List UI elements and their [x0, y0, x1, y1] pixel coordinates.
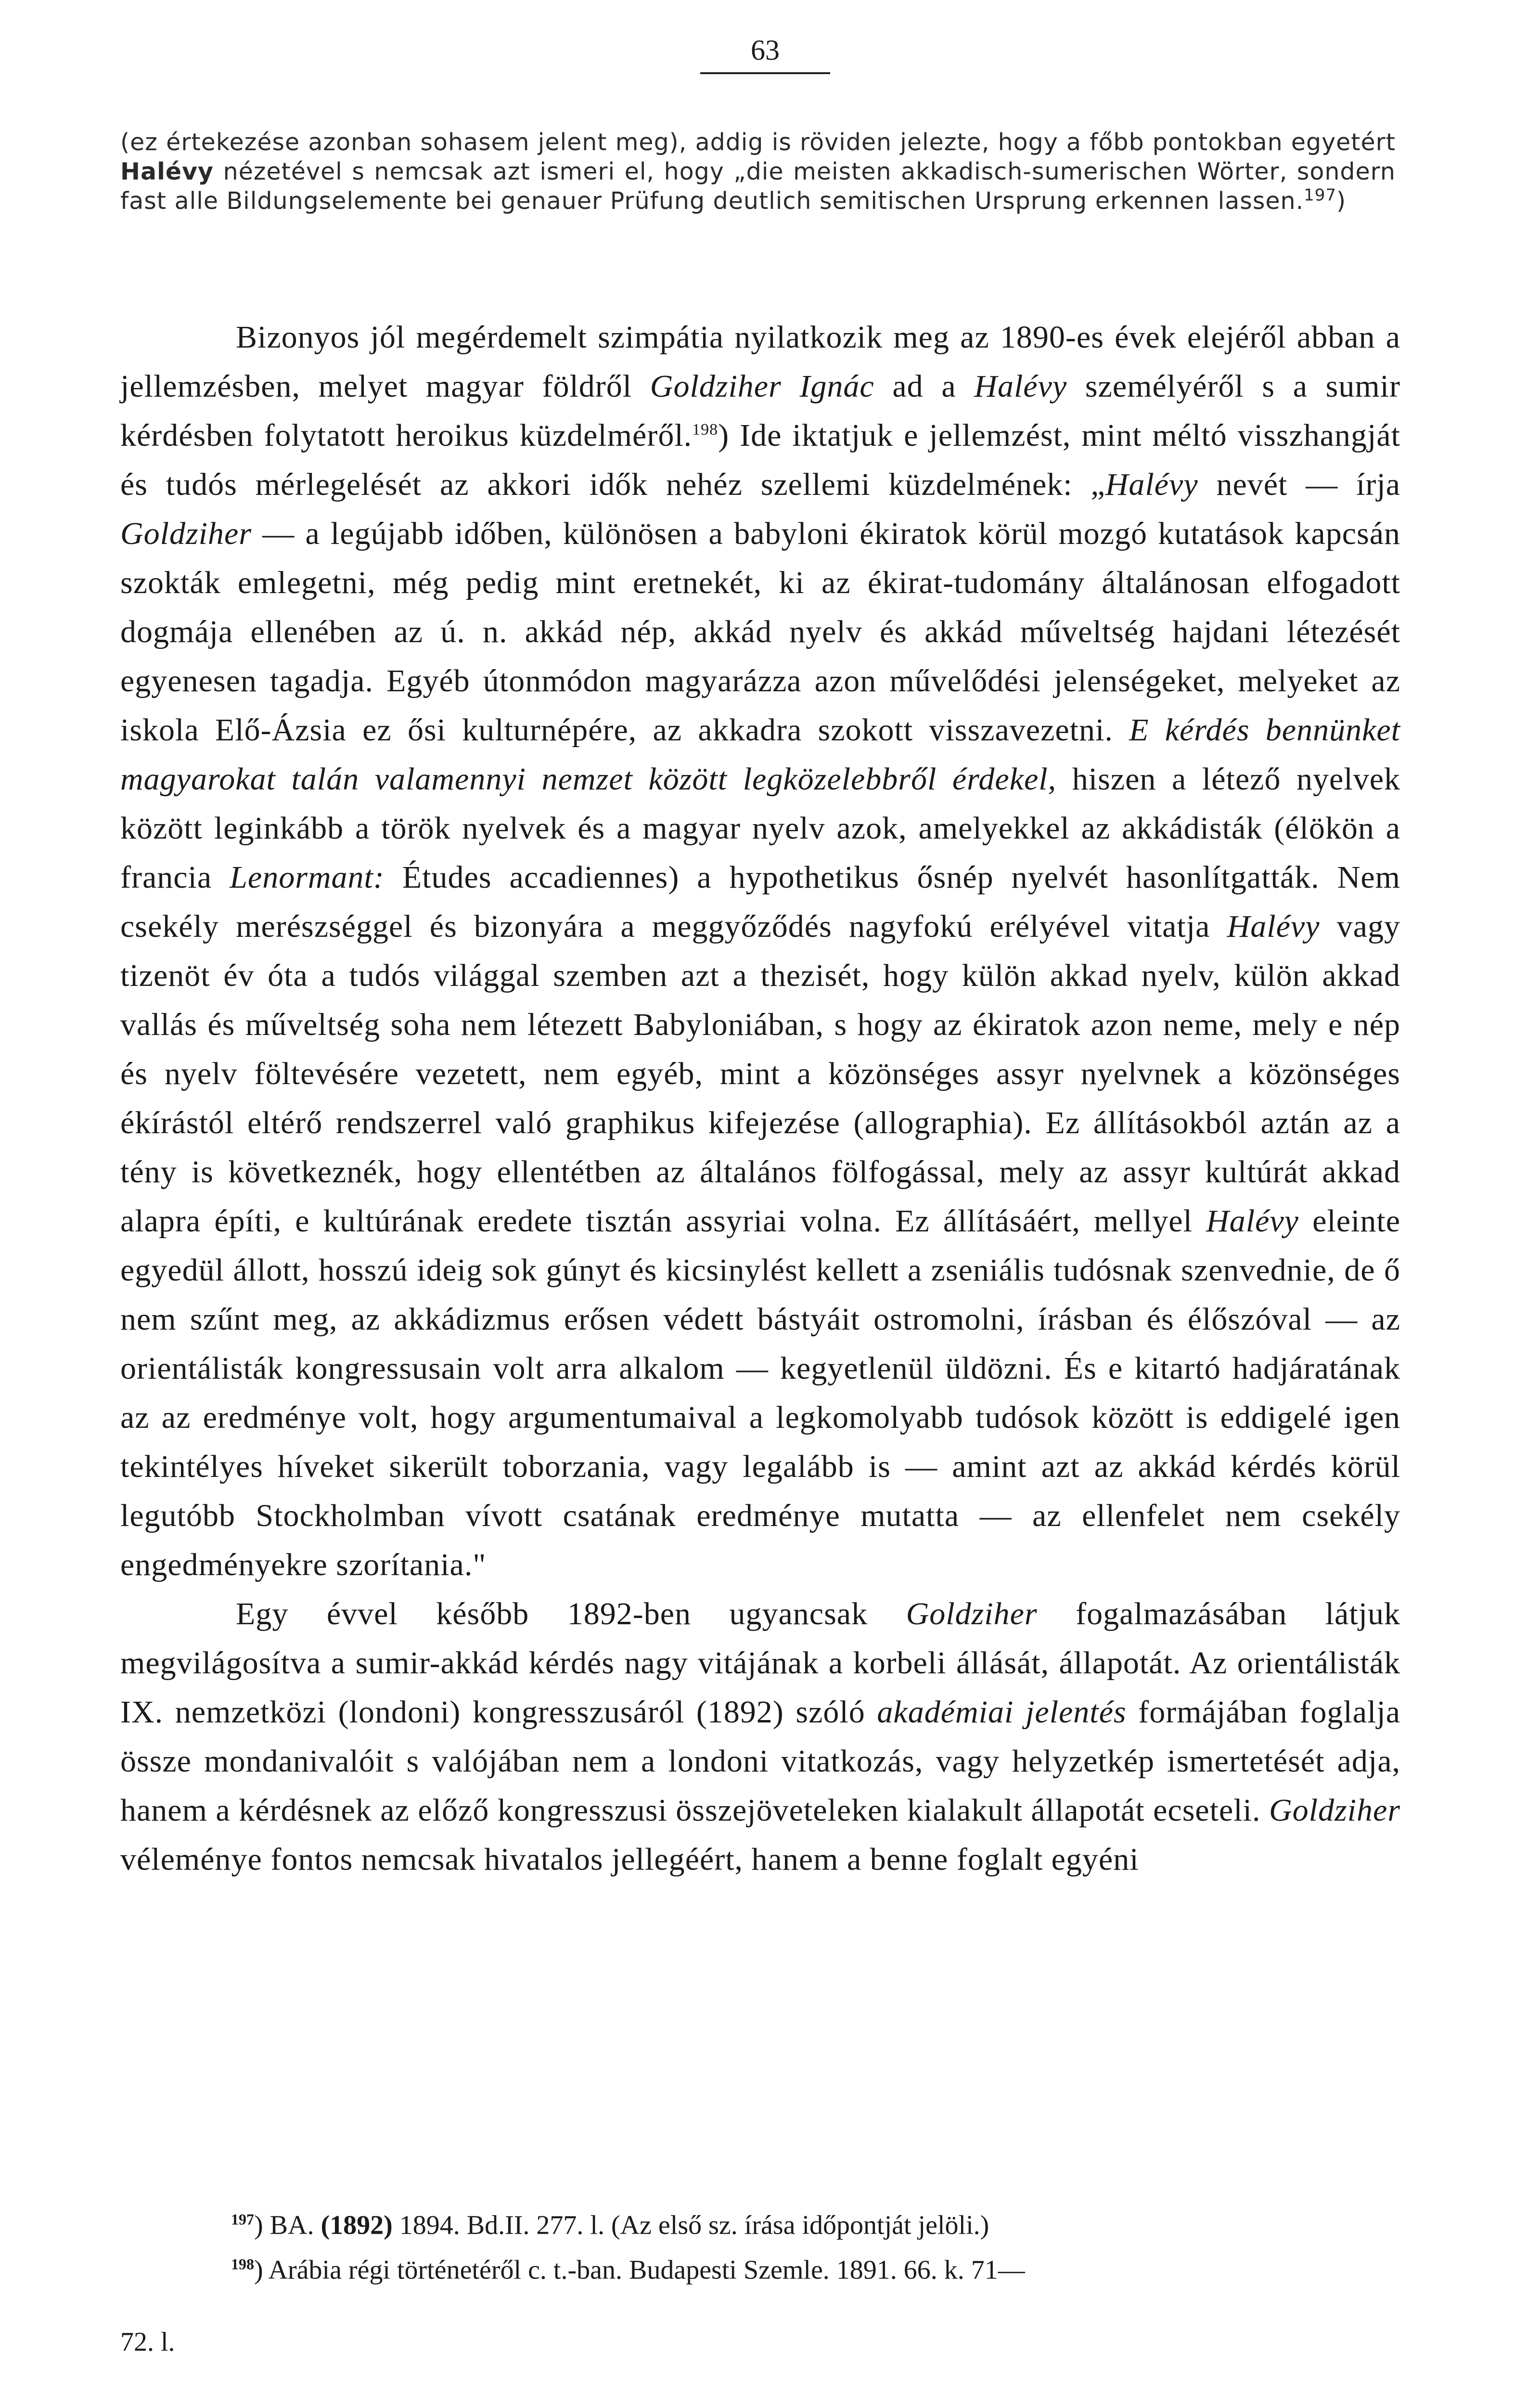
p1-text-8: Études accadiennes) a hypothetikus ősnép nyelvét hasonlítgatták. Nem csekély merészséggel és bizonyára a meggyőződés nagyfokú erélyével vitatja [120, 860, 1400, 944]
quote-text-b: nézetével s nemcsak azt ismeri el, hogy „die meisten akkadisch-sumerischen Wörter, sondern fast alle Bildungselemente bei genauer Prüfung deutlich semitischen Ursprung erkennen lassen. [120, 158, 1396, 215]
p2-text-1: Egy évvel később 1892-ben ugyancsak [236, 1596, 906, 1631]
footnote-ref-197: 197 [1304, 185, 1337, 205]
p1-name-goldziher-ignac: Goldziher Ignác [650, 369, 874, 404]
footnotes [120, 2200, 1400, 2361]
p1-text-9: vagy tizenöt év óta a tudós világgal szemben azt a thezisét, hogy külön akkad nyelv, külön akkad vallás és műveltség soha nem létezett Babyloniában, s hogy az ékiratok azon neme, mely e nép és nyelv föltevésére vezetett, nem egyéb, mint a közönséges assyr nyelvnek a közönséges ékírástól eltérő rendszerrel való graphikus kifejezése (allographia). Ez állításokból aztán az a tény is következnék, hogy ellentétben az általános fölfogással, mely az assyr kultúrát akkad alapra építi, e kultúrának eredete tisztán assyriai volna. Ez állításáért, mellyel [120, 909, 1400, 1239]
footnote-198-continuation: 72. l. [120, 2327, 175, 2357]
p1-text-3: személyéről s a sumir kérdésben folytatott heroikus küzdelméről. [120, 369, 1400, 453]
p1-name-halevy-1: Halévy [974, 369, 1067, 404]
p1-name-halevy-2: Halévy [1105, 467, 1198, 502]
footnote-197 [231, 2200, 1400, 2245]
footnote-number-197: 197 [231, 2211, 254, 2228]
page-number: 63 [751, 34, 780, 66]
page-number-rule [700, 72, 830, 74]
quote-text-a: (ez értekezése azonban sohasem jelent meg), addig is röviden jelezte, hogy a főbb pontokban egyetért [120, 129, 1396, 156]
p1-italic-question: E kérdés bennünket magyarokat talán valamennyi nemzet között legközelebbről érdekel, [120, 712, 1400, 797]
p1-text-6: — a legújabb időben, különösen a babyloni ékiratok körül mozgó kutatások kapcsán szokták emlegetni, még pedig mint eretnekét, ki az ékirat-tudomány általánosan elfogadott dogmája ellenében az ú. n. akkád nép, akkád nyelv és akkád műveltség hajdani létezését egyenesen tagadja. Egyéb útonmódon magyarázza azon művelődési jelenségeket, melyeket az iskola Elő-Ázsia ez ősi kulturnépére, az akkadra szokott visszavezetni. [120, 516, 1400, 748]
p2-name-goldziher-2: Goldziher [1269, 1793, 1400, 1828]
footnote-number-198: 198 [231, 2255, 254, 2273]
p1-text-1: Bizonyos jól megérdemelt szimpátia nyilatkozik meg az 1890-es évek elejéről abban a jellemzésben, melyet magyar földről [120, 320, 1400, 404]
footnote-198 [231, 2245, 1400, 2290]
quote-paragraph [120, 128, 1396, 216]
p2-name-goldziher: Goldziher [906, 1596, 1038, 1631]
paragraph-1 [120, 313, 1400, 1590]
p1-text-5: nevét — írja [1198, 467, 1400, 502]
quote-text-c: ) [1336, 187, 1347, 215]
p2-akademiai-jelentes: akadémiai jelentés [877, 1695, 1127, 1730]
p2-text-2: fogalmazásában látjuk megvilágosítva a sumir-akkád kérdés nagy vitájának a korbeli állását, állapotát. Az orientálisták IX. nemzetközi (londoni) kongresszusáról (1892) szóló [120, 1596, 1401, 1730]
p1-name-lenormant: Lenormant: [230, 860, 385, 895]
footnote-197-year: (1892) [321, 2210, 393, 2240]
p1-name-goldziher-1: Goldziher [120, 516, 252, 551]
p1-name-halevy-3: Halévy [1227, 909, 1320, 944]
footnote-197-text-a: ) BA. [254, 2210, 321, 2240]
footnote-ref-198: 198 [692, 421, 719, 439]
body-text [120, 313, 1400, 1884]
quote-name-halevy: Halévy [120, 158, 214, 185]
p1-text-7: hiszen a létező nyelvek között leginkább a török nyelvek és a magyar nyelv azok, amelyekkel az akkádisták (élökön a francia [120, 762, 1400, 895]
footnote-197-text-b: 1894. Bd.II. 277. l. (Az első sz. írása időpontját jelöli.) [392, 2210, 989, 2240]
p1-name-halevy-4: Halévy [1206, 1204, 1299, 1239]
p1-text-10: eleinte egyedül állott, hosszú ideig sok gúnyt és kicsinylést kellett a zseniális tudósnak szenvednie, de ő nem szűnt meg, az akkádizmus erősen védett bástyáit ostromolni, írásban és élőszóval — az orientálisták kongressusain volt arra alkalom — kegyetlenül üldözni. És e kitartó hadjáratának az az eredménye volt, hogy argumentumaival a legkomolyabb tudósok között is eddigelé igen tekintélyes híveket sikerült toborzania, vagy legalább is — amint azt az akkád kérdés körül legutóbb Stockholmban vívott csatának eredménye mutatta — az ellenfelet nem csekély engedményekre szorítania." [120, 1204, 1400, 1582]
p2-text-3: formájában foglalja össze mondanivalóit s valójában nem a londoni vitatkozás, vagy helyzetkép ismertetését adja, hanem a kérdésnek az előző kongresszusi összejöveteleken kialakult állapotát ecseteli. [120, 1695, 1400, 1828]
paragraph-2 [120, 1590, 1400, 1884]
p1-text-2: ad a [874, 369, 975, 404]
p1-text-4: ) Ide iktatjuk e jellemzést, mint méltó visszhangját és tudós mérlegelését az akkori idők nehéz szellemi küzdelmének: „ [120, 418, 1400, 502]
footnote-198-text: ) Arábia régi történetéről c. t.-ban. Budapesti Szemle. 1891. 66. k. 71— [254, 2255, 1025, 2285]
p2-text-4: véleménye fontos nemcsak hivatalos jellegéért, hanem a benne foglalt egyéni [120, 1842, 1139, 1877]
